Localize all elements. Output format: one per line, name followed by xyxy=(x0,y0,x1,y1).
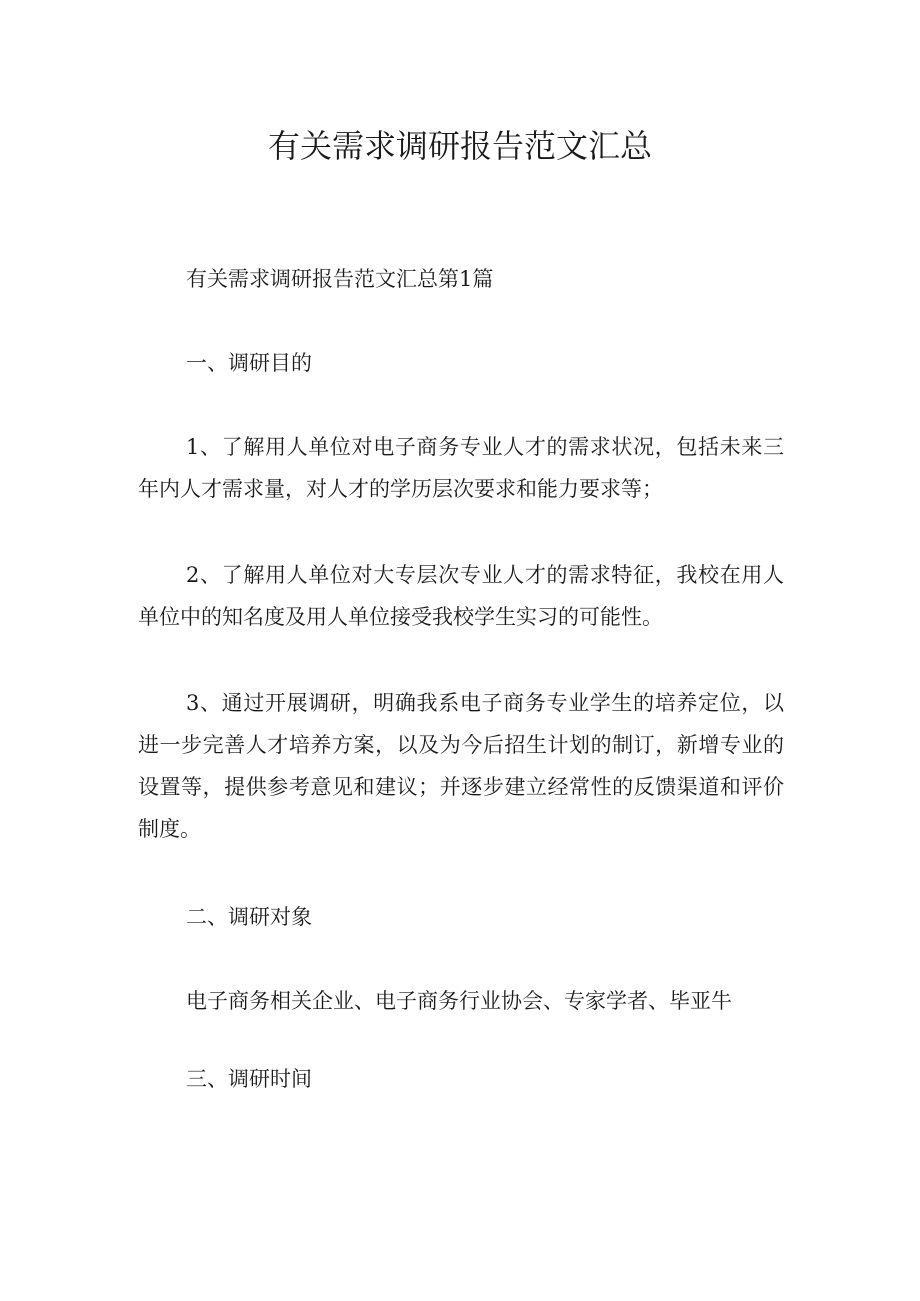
section-heading-part-1: 有关需求调研报告范文汇总第1篇 xyxy=(186,267,494,291)
paragraph-subjects: 电子商务相关企业、电子商务行业协会、专家学者、毕亚牛 xyxy=(186,989,732,1013)
paragraph-purpose-2: 2、了解用人单位对大专层次专业人才的需求特征，我校在用人单位中的知名度及用人单位接受我校学生实习的可能性。 xyxy=(138,563,784,629)
paragraph-purpose-3: 3、通过开展调研，明确我系电子商务专业学生的培养定位，以进一步完善人才培养方案，以及为今后招生计划的制订，新增专业的设置等，提供参考意见和建议；并逐步建立经常性的反馈渠道和评价制度。 xyxy=(138,691,784,841)
section-heading-subjects: 二、调研对象 xyxy=(186,905,312,929)
document-title: 有关需求调研报告范文汇总 xyxy=(267,127,652,165)
section-heading-time: 三、调研时间 xyxy=(186,1067,312,1091)
section-heading-purpose: 一、调研目的 xyxy=(186,351,312,375)
paragraph-purpose-1: 1、了解用人单位对电子商务专业人才的需求状况，包括未来三年内人才需求量，对人才的学历层次要求和能力要求等； xyxy=(138,435,784,501)
